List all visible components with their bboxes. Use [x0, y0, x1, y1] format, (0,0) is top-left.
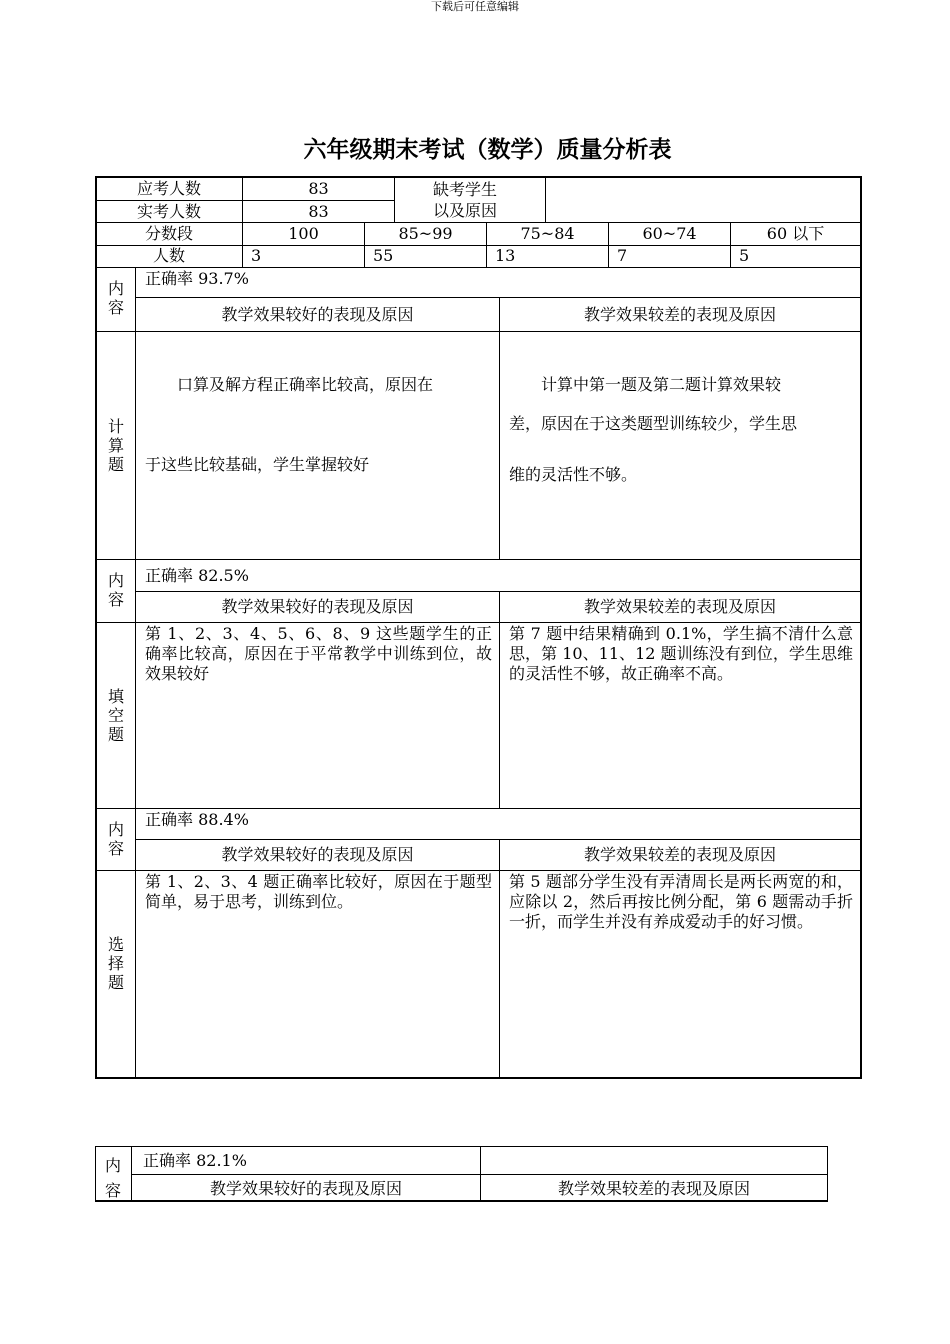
section-2-good-text: 第 1、2、3、4、5、6、8、9 这些题学生的正确率比较高，原因在于平常教学中训练到位，故效果较好	[145, 624, 492, 683]
count-60-74: 7	[617, 246, 628, 265]
absent-label-line2: 以及原因	[433, 201, 498, 220]
good-header: 教学效果较好的表现及原因	[221, 597, 414, 616]
content-label: 内 容	[104, 1156, 121, 1200]
content-label: 内 容	[107, 820, 124, 858]
count-100: 3	[251, 246, 262, 265]
score-segment-label: 分数段	[144, 224, 193, 243]
bad-header: 教学效果较差的表现及原因	[583, 305, 776, 324]
absent-label-line1: 缺考学生	[433, 180, 498, 199]
section-3-rate: 正确率 88.4%	[145, 810, 249, 829]
section-label-calc: 计 算 题	[107, 417, 124, 474]
score-band-below-60: 60 以下	[766, 224, 825, 243]
count-below-60: 5	[739, 246, 750, 265]
section-1-bad-text: 计算中第一题及第二题计算效果较 差，原因在于这类题型训练较少，学生思 维的灵活性不够。	[509, 375, 798, 484]
page-title: 六年级期末考试（数学）质量分析表	[303, 137, 672, 163]
good-header: 教学效果较好的表现及原因	[221, 305, 414, 324]
count-85-99: 55	[373, 246, 394, 265]
section-1-good-text: 口算及解方程正确率比较高，原因在 于这些比较基础，学生掌握较好	[145, 375, 434, 474]
section-3-good-text: 第 1、2、3、4 题正确率比较好，原因在于题型简单，易于思考，训练到位。	[145, 872, 492, 911]
bad-header: 教学效果较差的表现及原因	[583, 597, 776, 616]
section-label-choice: 选 择 题	[107, 935, 124, 992]
section-2-bad-text: 第 7 题中结果精确到 0.1%，学生搞不清什么意思，第 10、11、12 题训练没有到位，学生思维的灵活性不够，故正确率不高。	[509, 624, 853, 683]
bad-header: 教学效果较差的表现及原因	[557, 1179, 750, 1198]
header-note: 下载后可任意编辑	[431, 0, 519, 13]
section-1-rate: 正确率 93.7%	[145, 269, 249, 288]
count-75-84: 13	[495, 246, 516, 265]
section-2-rate: 正确率 82.5%	[145, 566, 249, 585]
score-band-85-99: 85~99	[398, 224, 453, 243]
expected-count-label: 应考人数	[136, 179, 201, 198]
score-band-60-74: 60~74	[642, 224, 697, 243]
section-3-bad-text: 第 5 题部分学生没有弄清周长是两长两宽的和，应除以 2，然后再按比例分配，第 6 题需动手折一折，而学生并没有养成爱动手的好习惯。	[509, 872, 853, 931]
section-4-rate: 正确率 82.1%	[143, 1151, 247, 1170]
actual-count-label: 实考人数	[136, 202, 201, 221]
content-label: 内 容	[107, 279, 124, 317]
actual-count-value: 83	[308, 202, 329, 221]
good-header: 教学效果较好的表现及原因	[221, 845, 414, 864]
section-label-fill: 填 空 题	[107, 687, 124, 744]
expected-count-value: 83	[308, 179, 329, 198]
score-band-75-84: 75~84	[520, 224, 575, 243]
score-band-100: 100	[288, 224, 319, 243]
bad-header: 教学效果较差的表现及原因	[583, 845, 776, 864]
content-label: 内 容	[107, 571, 124, 609]
student-count-label: 人数	[152, 246, 185, 265]
good-header: 教学效果较好的表现及原因	[209, 1179, 402, 1198]
